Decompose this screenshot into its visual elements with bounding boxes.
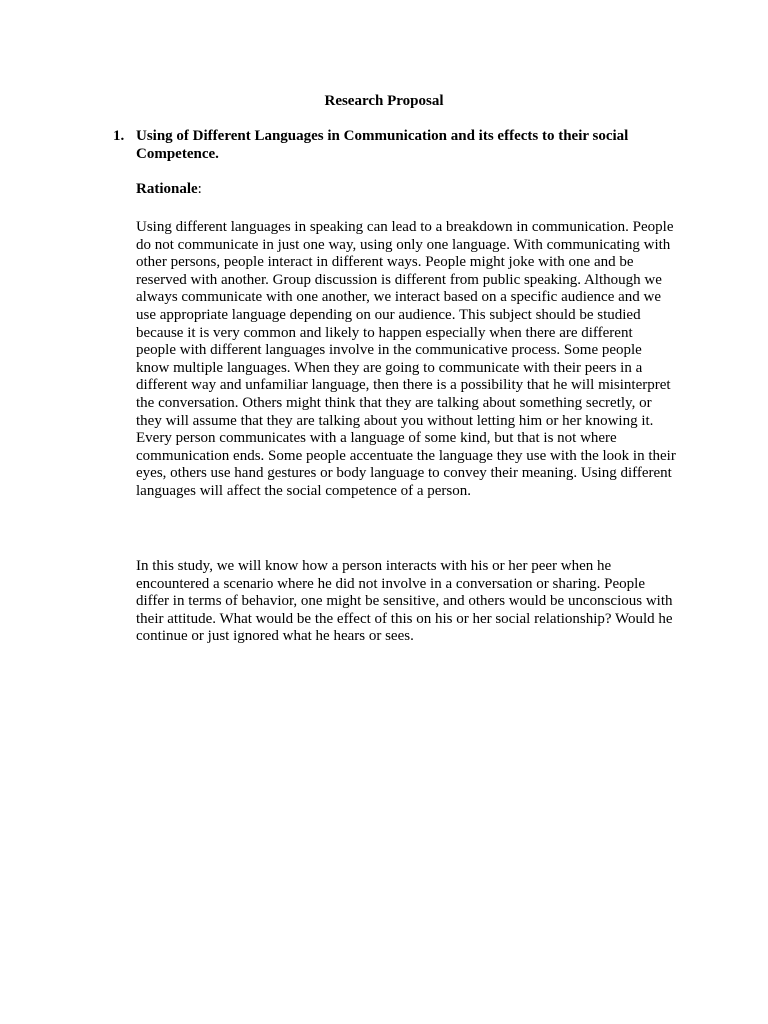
paragraph-line: the conversation. Others might think that they are talking about something secretly, or [136,394,652,411]
paragraph-line: because it is very common and likely to happen especially when there are different [136,324,633,341]
paragraph-line: always communicate with one another, we interact based on a specific audience and we [136,289,662,306]
document-title: Research Proposal [324,93,444,109]
paragraph-line: people with different languages involve in the communicative process. Some people [136,342,642,359]
paragraph-line: continue or just ignored what he hears or sees. [136,628,414,645]
paragraph-line: encountered a scenario where he did not involve in a conversation or sharing. People [136,575,645,592]
paragraph-line: other persons, people interact in different ways. People might joke with one and be [136,254,634,271]
paragraph-line: reserved with another. Group discussion is different from public speaking. Although we [136,271,662,288]
paragraph-line: know multiple languages. When they are going to communicate with their peers in a [136,359,643,376]
section-heading-line-2: Competence. [136,145,219,162]
section-heading-line-1: Using of Different Languages in Communication and its effects to their social [136,128,629,144]
paragraph-line: eyes, others use hand gestures or body language to convey their meaning. Using different [136,465,672,482]
paragraph-line: use appropriate language depending on our audience. This subject should be studied [136,306,641,323]
paragraph-line: communication ends. Some people accentuate the language they use with the look in their [136,447,676,464]
paragraph-line: they will assume that they are talking about you without letting him or her knowing it. [136,412,654,429]
section-heading [113,128,653,163]
rationale-paragraph [136,219,696,501]
paragraph-line: languages will affect the social competence of a person. [136,482,472,499]
rationale-label-colon: : [197,181,202,197]
paragraph-line: Using different languages in speaking can lead to a breakdown in communication. People [136,219,674,235]
paragraph-line: Every person communicates with a language of some kind, but that is not where [136,430,617,447]
paragraph-line: their attitude. What would be the effect of this on his or her social relationship? Would he [136,610,673,627]
paragraph-line: In this study, we will know how a person interacts with his or her peer when he [136,558,612,574]
rationale-label-text: Rationale [136,181,198,197]
paragraph-line: different way and unfamiliar language, then there is a possibility that he will misinterpret [136,377,671,394]
study-paragraph [136,558,696,646]
paragraph-line: differ in terms of behavior, one might be sensitive, and others would be unconscious with [136,593,673,610]
paragraph-line: do not communicate in just one way, using only one language. With communicating with [136,236,671,253]
rationale-label [136,181,202,199]
section-number: 1. [113,128,125,144]
